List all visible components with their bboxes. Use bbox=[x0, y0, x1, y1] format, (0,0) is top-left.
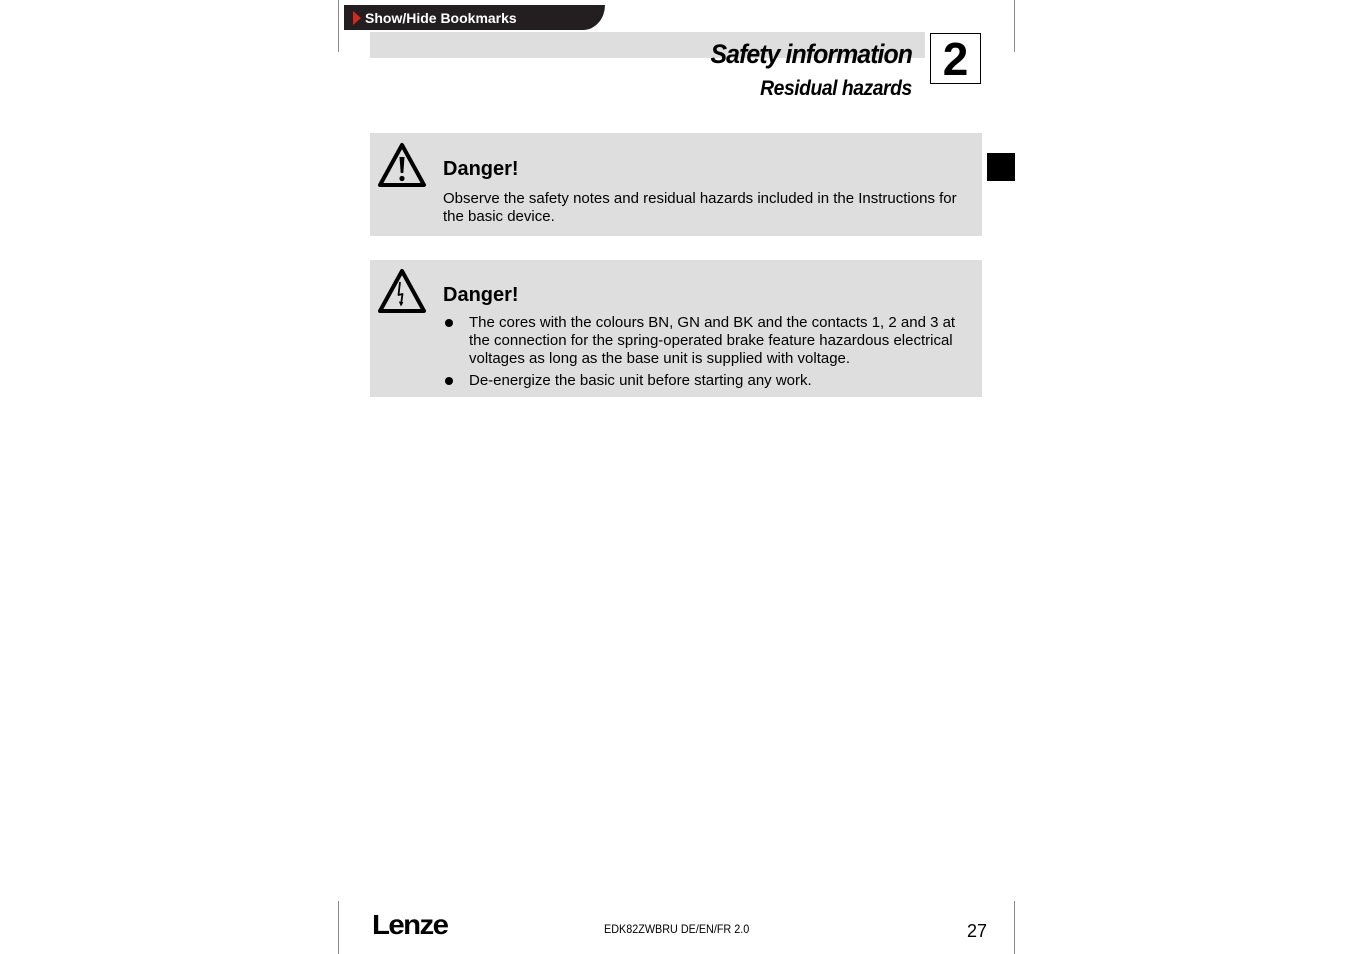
bullet-icon bbox=[445, 319, 453, 327]
lenze-logo: Lenze bbox=[372, 909, 448, 940]
bullet-icon bbox=[445, 377, 453, 385]
crop-mark-bottom-right bbox=[1014, 901, 1015, 954]
play-arrow-icon bbox=[353, 11, 361, 25]
electrical-danger-icon bbox=[377, 268, 427, 314]
general-danger-icon bbox=[377, 142, 427, 188]
list-item bbox=[443, 372, 978, 390]
danger-notice-general bbox=[370, 133, 982, 236]
danger-heading: Danger! bbox=[443, 158, 519, 180]
chapter-thumb-marker bbox=[987, 153, 1015, 181]
page-subtitle: Residual hazards bbox=[760, 77, 912, 100]
danger-bullet-list bbox=[443, 314, 978, 394]
danger-heading: Danger! bbox=[443, 284, 519, 306]
page-number: 27 bbox=[967, 921, 988, 941]
show-hide-bookmarks-button[interactable] bbox=[344, 5, 605, 30]
danger-notice-electrical bbox=[370, 260, 982, 397]
list-item bbox=[443, 314, 978, 368]
document-id: EDK82ZWBRU DE/EN/FR 2.0 bbox=[604, 922, 750, 936]
crop-mark-top-right bbox=[1014, 0, 1015, 52]
chapter-number: 2 bbox=[930, 33, 981, 84]
list-item-text: De-energize the basic unit before starting any work. bbox=[469, 372, 812, 389]
crop-mark-bottom-left bbox=[338, 901, 339, 954]
page-title: Safety information bbox=[710, 39, 912, 69]
list-item-text: The cores with the colours BN, GN and BK and the contacts 1, 2 and 3 at the connection for the spring-operated brake feature hazardous electrical voltages as long as the base unit is supplied with voltage. bbox=[469, 314, 956, 367]
crop-mark-top-left bbox=[338, 0, 339, 52]
bookmarks-button-label: Show/Hide Bookmarks bbox=[365, 9, 517, 26]
danger-text: Observe the safety notes and residual hazards included in the Instructions for the basic device. bbox=[443, 190, 957, 225]
